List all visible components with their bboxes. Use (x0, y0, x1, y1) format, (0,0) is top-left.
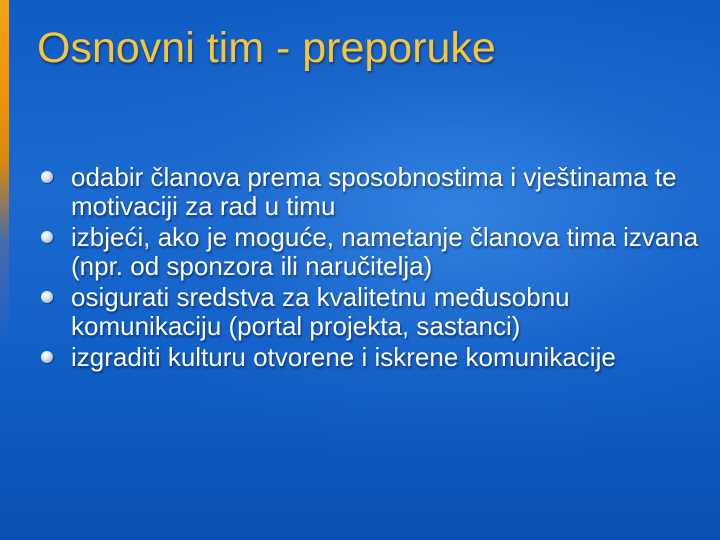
bullet-text-4: izgraditi kulturu otvorene i iskrene komunikacije (71, 342, 616, 372)
bullet-item-1 (40, 163, 700, 221)
slide-title: Osnovni tim - preporuke (37, 24, 496, 72)
bullet-item-4 (40, 343, 700, 372)
bullet-dot-icon (41, 351, 53, 363)
bullet-item-3 (40, 283, 700, 341)
bullet-dot-icon (41, 291, 53, 303)
bullet-list (40, 163, 700, 374)
left-accent-bar (0, 0, 9, 540)
bullet-text-1: odabir članova prema sposobnostima i vještinama te motivaciji za rad u timu (71, 162, 677, 221)
bullet-dot-icon (41, 231, 53, 243)
bullet-item-2 (40, 223, 700, 281)
bullet-text-3: osigurati sredstva za kvalitetnu međusobnu komunikaciju (portal projekta, sastanci) (71, 282, 570, 341)
bullet-dot-icon (41, 171, 53, 183)
bullet-text-2: izbjeći, ako je moguće, nametanje članova tima izvana (npr. od sponzora ili naručitelja) (71, 222, 699, 281)
